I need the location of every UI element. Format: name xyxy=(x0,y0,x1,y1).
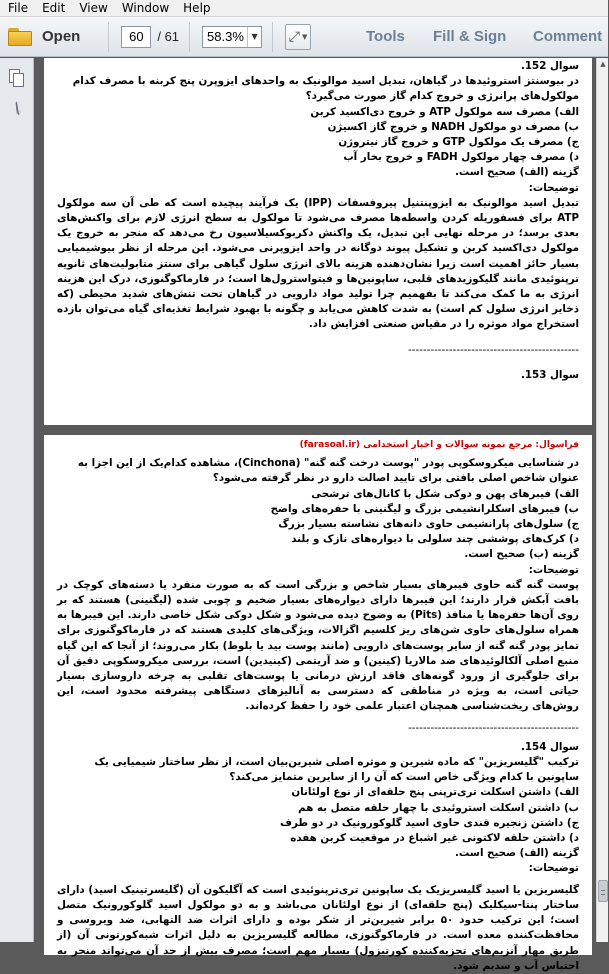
pdf-page xyxy=(44,435,592,972)
toolbar-divider xyxy=(189,22,190,52)
scrollbar-thumb[interactable] xyxy=(598,880,608,902)
question-heading: سوال 152. xyxy=(520,60,579,72)
option: ب) مصرف دو مولکول NADH و خروج گاز اکسیژن xyxy=(327,120,579,133)
question-text: ترکیب "گلیسریزین" که ماده شیرین و موثره اصلی شیرین‌بیان است، از نظر ساختار شیمیایی یک ساپونین با کدام ویژگی خاص است که آن را از سایرین متمایز می‌کند؟ xyxy=(94,756,579,784)
menu-window[interactable]: Window xyxy=(121,0,170,15)
fit-page-button[interactable] xyxy=(285,24,311,50)
page-number-input[interactable]: 60 xyxy=(121,26,151,48)
open-label: Open xyxy=(42,28,81,45)
navigation-panel xyxy=(0,58,34,942)
page-thumbnails-button[interactable] xyxy=(6,66,28,90)
zoom-select[interactable] xyxy=(202,26,262,48)
option: الف) مصرف سه مولکول ATP و خروج دی‌اکسید کربن xyxy=(310,105,579,118)
menu-help[interactable]: Help xyxy=(183,0,211,15)
expand-icon: ⤢ xyxy=(288,28,300,45)
page-total: / 61 xyxy=(157,29,180,44)
site-banner xyxy=(57,438,579,453)
attachments-button[interactable] xyxy=(6,98,28,122)
tools-link[interactable]: Tools xyxy=(366,28,405,45)
answer: گزینه (الف) صحیح است. xyxy=(455,166,579,179)
explanation-text: گلیسریزین یا اسید گلیسریزیک یک ساپونین تری‌ترپنوئیدی است که آگلیکون آن (گلیسرتینیک اسید) دارای ساختار پنتا-سیکلیک (پنج حلقه‌ای) از نوع اولئانان می‌باشد و به دو مولکول اسید گلوکورونیک متصل است؛ این ترکیب حدود ۵۰ برابر شیرین‌تر از شکر بوده و دارای اثرات ضد التهابی، ضد ویروسی و محافظت‌کننده معده است. در فارماکوگنوزی، مطالعه گلیسریزین به دلیل اثرات شبه‌کورتونی آن (از طریق مهار آنزیم‌های تجزیه‌کننده کورتیزول) بسیار مهم است؛ مصرف بیش از حد آن می‌تواند منجر به احتباس آب و سدیم شود. xyxy=(57,883,579,972)
chevron-down-icon[interactable]: ▼ xyxy=(247,27,261,47)
option: الف) فیبرهای پهن و دوکی شکل با کانال‌های ترشحی xyxy=(311,487,579,500)
option: ج) داشتن زنجیره قندی حاوی اسید گلوکورونیک در دو طرف xyxy=(280,816,579,829)
answer: گزینه (الف) صحیح است. xyxy=(455,847,579,860)
option: الف) داشتن اسکلت تری‌ترپنی پنج حلقه‌ای از نوع اولئانان xyxy=(291,786,579,799)
explanation-text: پوست گنه گنه حاوی فیبرهای بسیار شاخص و بزرگی است که به صورت منفرد یا دسته‌های کوچک در بافت آبکش قرار دارند؛ این فیبرها دارای دیواره‌های بسیار ضخیم و چوبی شده (لیگنینی) هستند که بر روی آن‌ها حفره‌ها یا منافذ (Pits) به وضوح دیده می‌شود و شکل دوکی شکل خاصی دارند. این فیبرها به همراه سلول‌های حاوی شن‌های ریز کلسیم اگزالات، ویژگی‌های کلیدی هستند که در فارماکوگنوزی برای تمایز پودر گنه گنه از سایر پوست‌های دارویی (مانند پوست بید یا بلوط) بکار می‌روند؛ از آنجا که این گیاه منبع اصلی آلکالوئیدهای ضد مالاریا (کینین) و ضد آریتمی (کینیدین) است، بررسی میکروسکوپی دقیق آن برای جلوگیری از ورود گونه‌های فاقد ارزش درمانی یا پوست‌های تقلبی به چرخه داروسازی بسیار حیاتی است، به ویژه در مناطقی که دسترسی به آنالیزهای دستگاهی پیشرفته محدود است، این روش‌های ریخت‌شناسی همچنان اعتبار علمی خود را حفظ کرده‌اند. xyxy=(57,578,579,713)
question-text: در شناسایی میکروسکوپی پودر "پوست درخت گنه گنه" (Cinchona)، مشاهده کدام‌یک از این اجزا به عنوان شاخص اصلی بافتی برای تایید اصالت دارو در نظر گرفته می‌شود؟ xyxy=(77,457,579,485)
zoom-value: 58.3% xyxy=(207,28,244,44)
scroll-up-icon[interactable]: ▲ xyxy=(600,60,606,68)
fill-sign-link[interactable]: Fill & Sign xyxy=(433,28,507,45)
divider: ---------------------------------------------- xyxy=(408,721,579,734)
toolbar xyxy=(0,17,608,57)
chevron-down-icon: ▼ xyxy=(301,32,308,41)
answer: گزینه (ب) صحیح است. xyxy=(464,548,579,561)
folder-icon xyxy=(8,28,32,46)
open-button[interactable] xyxy=(8,22,80,52)
explanation-heading: توضیحات: xyxy=(528,862,579,875)
option: د) مصرف چهار مولکول FADH و خروج بخار آب xyxy=(343,151,579,164)
document-view[interactable] xyxy=(35,58,596,972)
question-text: در بیوسنتز استروئیدها در گیاهان، تبدیل اسید موالونیک به واحدهای ایزوپرن پنج کربنه با مصرف کدام مولکول‌های پرانرژی و خروج کدام گاز صورت می‌گیرد؟ xyxy=(72,75,579,103)
option: ج) مصرف یک مولکول GTP و خروج گاز نیتروژن xyxy=(338,136,579,149)
option: ج) سلول‌های پارانشیمی حاوی دانه‌های نشاسته بسیار بزرگ xyxy=(278,518,579,531)
menu-bar xyxy=(0,0,608,17)
option: د) کرک‌های پوششی چند سلولی با دیواره‌های نازک و بلند xyxy=(291,533,579,546)
divider: ---------------------------------------------- xyxy=(408,343,579,356)
question-heading: سوال 154. xyxy=(520,740,579,753)
vertical-scrollbar[interactable] xyxy=(596,58,608,942)
toolbar-divider xyxy=(272,22,273,52)
pdf-page xyxy=(44,58,592,425)
question-heading: سوال 153. xyxy=(520,368,579,381)
option: د) داشتن حلقه لاکتونی غیر اشباع در موقعیت کربن هفده xyxy=(290,832,579,845)
menu-file[interactable]: File xyxy=(8,0,29,15)
comment-link[interactable]: Comment xyxy=(533,28,603,45)
explanation-heading: توضیحات: xyxy=(528,563,579,576)
menu-edit[interactable]: Edit xyxy=(42,0,66,15)
menu-view[interactable]: View xyxy=(79,0,108,15)
brand-text: فراسوال: مرجع نمونه سوالات و اخبار استخدامی xyxy=(363,440,579,450)
brand-link[interactable]: (farasoal.ir) xyxy=(299,440,361,450)
option: ب) داشتن اسکلت استروئیدی با چهار حلقه متصل به هم xyxy=(298,801,579,814)
pages-icon xyxy=(9,69,25,87)
paperclip-icon: 𝓁 xyxy=(8,100,26,120)
explanation-heading: توضیحات: xyxy=(528,181,579,194)
toolbar-divider xyxy=(108,22,109,52)
explanation-text: تبدیل اسید موالونیک به ایزوپنتنیل پیروفسفات (IPP) یک فرآیند پیچیده است که طی آن سه مولکول ATP برای فسفوریله کردن واسطه‌ها مصرف می‌شود تا مولکول به سطح انرژی لازم برای واکنش‌های بعدی برسد؛ در مرحله نهایی این تبدیل، یک واکنش دکربوکسیلاسیون رخ می‌دهد که منجر به خروج یک مولکول دی‌اکسید کربن و تشکیل پیوند دوگانه در واحد ایزوپرنی می‌شود. این مرحله از نظر بیوشیمیایی بسیار حائز اهمیت است زیرا نشان‌دهنده هزینه بالای انرژی سلول گیاهی برای سنتز متابولیت‌های ثانویه ترپنوئیدی مانند گلیکوزیدهای قلبی، ساپونین‌ها و فیتواسترول‌ها است؛ در فارماکوگنوزی، درک این هزینه انرژی به ما کمک می‌کند تا بفهمیم چرا تولید مواد دارویی در گیاهان تحت تنش‌های شدید محیطی (که ذخایر انرژی سلول کم است) به شدت کاهش می‌یابد و چگونه با بهبود شرایط تغذیه‌ای گیاه می‌توان بازده استخراج مواد موثره را در مقیاس صنعتی افزایش داد. xyxy=(57,196,580,331)
option: ب) فیبرهای اسکلرانشیمی بزرگ و لیگنینی با حفره‌های واضح xyxy=(270,502,579,515)
